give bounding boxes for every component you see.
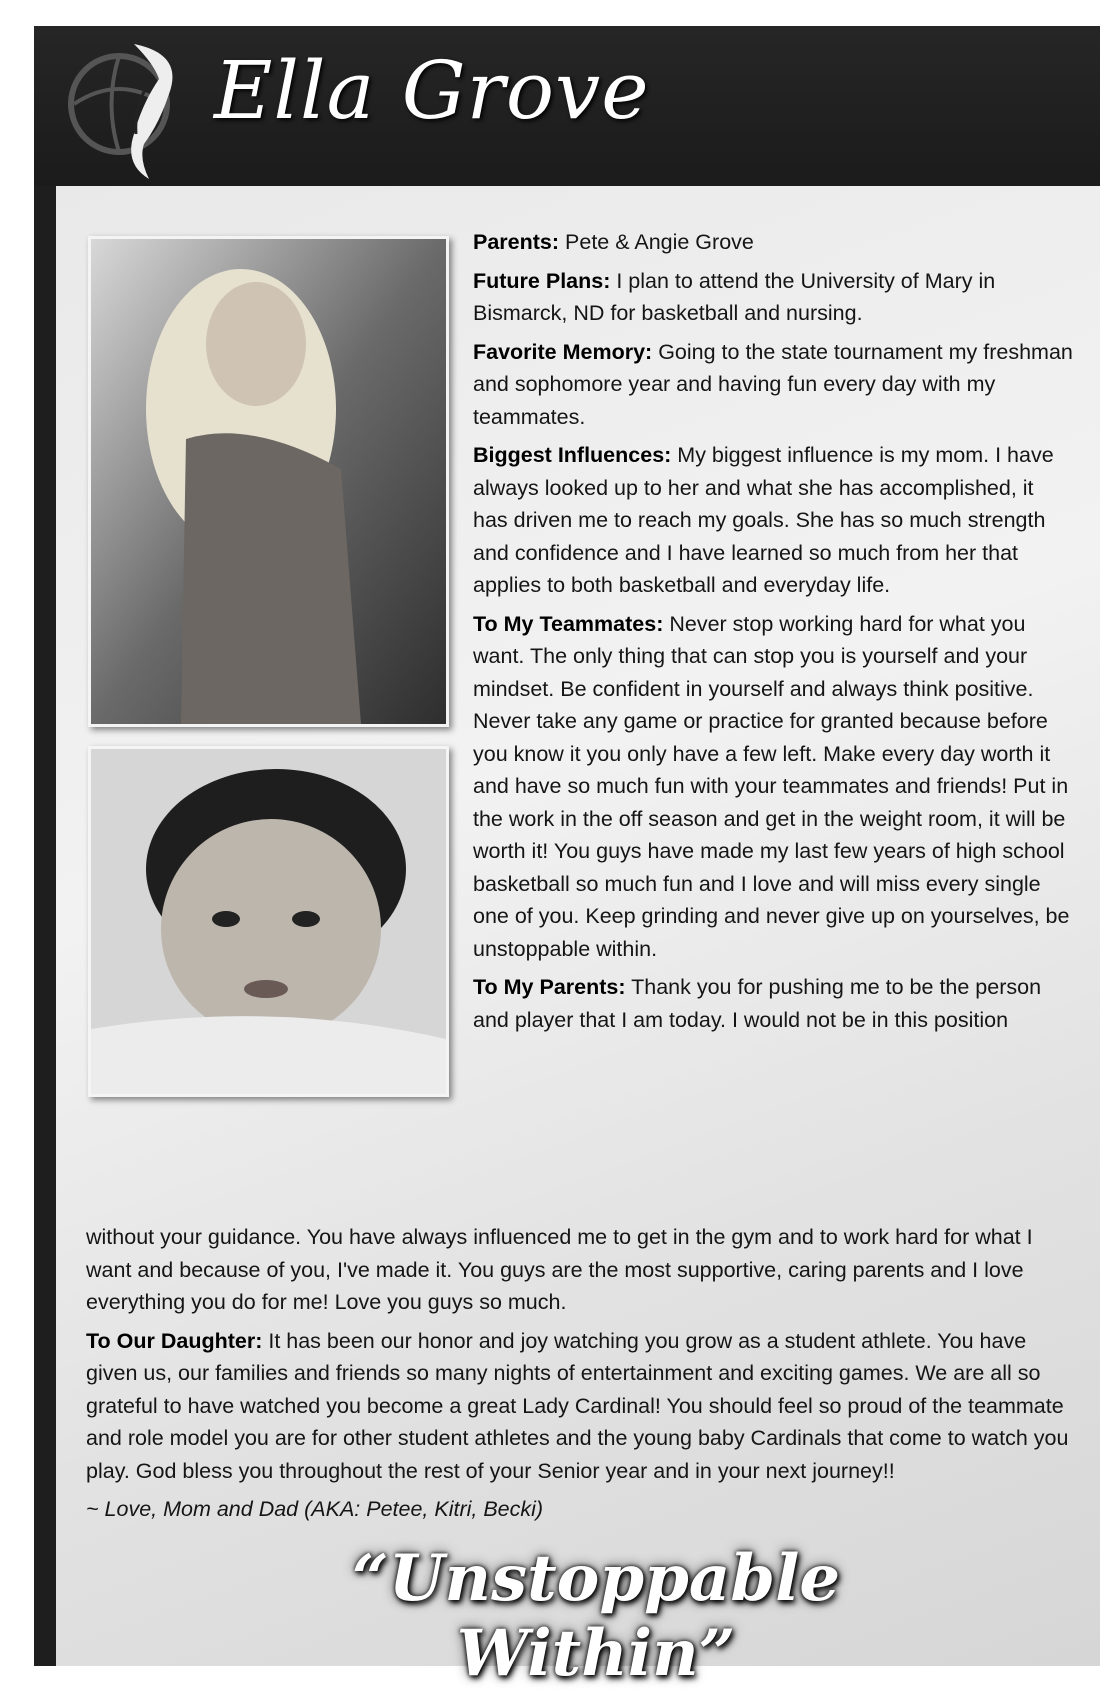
athlete-name: Ella Grove bbox=[214, 44, 650, 137]
program-page bbox=[34, 26, 1100, 1691]
biggest-influences-text: My biggest influence is my mom. I have always looked up to her and what she has accomplished, it has driven me to reach my goals. She has so much strength and confidence and I have learned so much from her that applies to both basketball and everyday life. bbox=[473, 443, 1054, 597]
future-plans-entry bbox=[473, 265, 1073, 330]
biggest-influences-label: Biggest Influences: bbox=[473, 443, 672, 467]
to-daughter-label: To Our Daughter: bbox=[86, 1328, 263, 1353]
favorite-memory-label: Favorite Memory: bbox=[473, 339, 653, 364]
to-parents-continued: without your guidance. You have always influenced me to get in the gym and to work hard for what I want and because of you, I've made it. You guys are the most supportive, caring parents and I love everything you do for me! Love you guys so much. bbox=[86, 1225, 1033, 1314]
parents-label: Parents: bbox=[473, 230, 560, 254]
signoff: ~ Love, Mom and Dad (AKA: Petee, Kitri, Becki) bbox=[86, 1497, 544, 1521]
biggest-influences-entry bbox=[473, 439, 1073, 602]
to-daughter-text: It has been our honor and joy watching you grow as a student athlete. You have given us, our families and friends so many nights of entertainment and exciting games. We are all so grateful to have watched you become a great Lady Cardinal! You should feel so proud of the teammate and role model you are for other student athletes and the young baby Cardinals that come to watch you play. God bless you throughout the rest of your Senior year and in your next journey!! bbox=[86, 1328, 1069, 1483]
to-parents-entry bbox=[473, 971, 1073, 1036]
baby-photo bbox=[88, 746, 449, 1097]
full-width-text bbox=[86, 1221, 1076, 1532]
parents-entry bbox=[473, 226, 1073, 259]
senior-portrait-photo bbox=[88, 236, 449, 727]
cardinal-basketball-logo-icon bbox=[64, 34, 184, 184]
header-banner bbox=[34, 26, 1100, 186]
to-teammates-text: Never stop working hard for what you want. The only thing that can stop you is yourself and your mindset. Be confident in yourself and always think positive. Never take any game or practice for granted because before you know it you only have a few left. Make every day worth it and have so much fun with your teammates and friends! Put in the work in the off season and get in the weight room, it will be worth it! You guys have made my last few years of high school basketball so much fun and I love and will miss every single one of you. Keep grinding and never give up on yourselves, be unstoppable within. bbox=[473, 611, 1070, 961]
to-parents-label: To My Parents: bbox=[473, 975, 626, 999]
to-parents-text-start: Thank you for pushing me to be the person and player that I am today. I would not be in this position bbox=[473, 975, 1042, 1032]
to-daughter-entry bbox=[86, 1325, 1076, 1488]
motto: “Unstoppable Within” bbox=[351, 1541, 841, 1691]
parents-text: Pete & Angie Grove bbox=[559, 230, 754, 254]
future-plans-text: I plan to attend the University of Mary in Bismarck, ND for basketball and nursing. bbox=[473, 268, 996, 325]
future-plans-label: Future Plans: bbox=[473, 268, 611, 293]
favorite-memory-text: Going to the state tournament my freshman and sophomore year and having fun every day with my teammates. bbox=[473, 339, 1073, 429]
to-teammates-entry bbox=[473, 608, 1073, 966]
profile-details bbox=[473, 226, 1073, 1036]
favorite-memory-entry bbox=[473, 336, 1073, 434]
content-panel bbox=[46, 186, 1100, 1691]
to-teammates-label: To My Teammates: bbox=[473, 611, 664, 636]
